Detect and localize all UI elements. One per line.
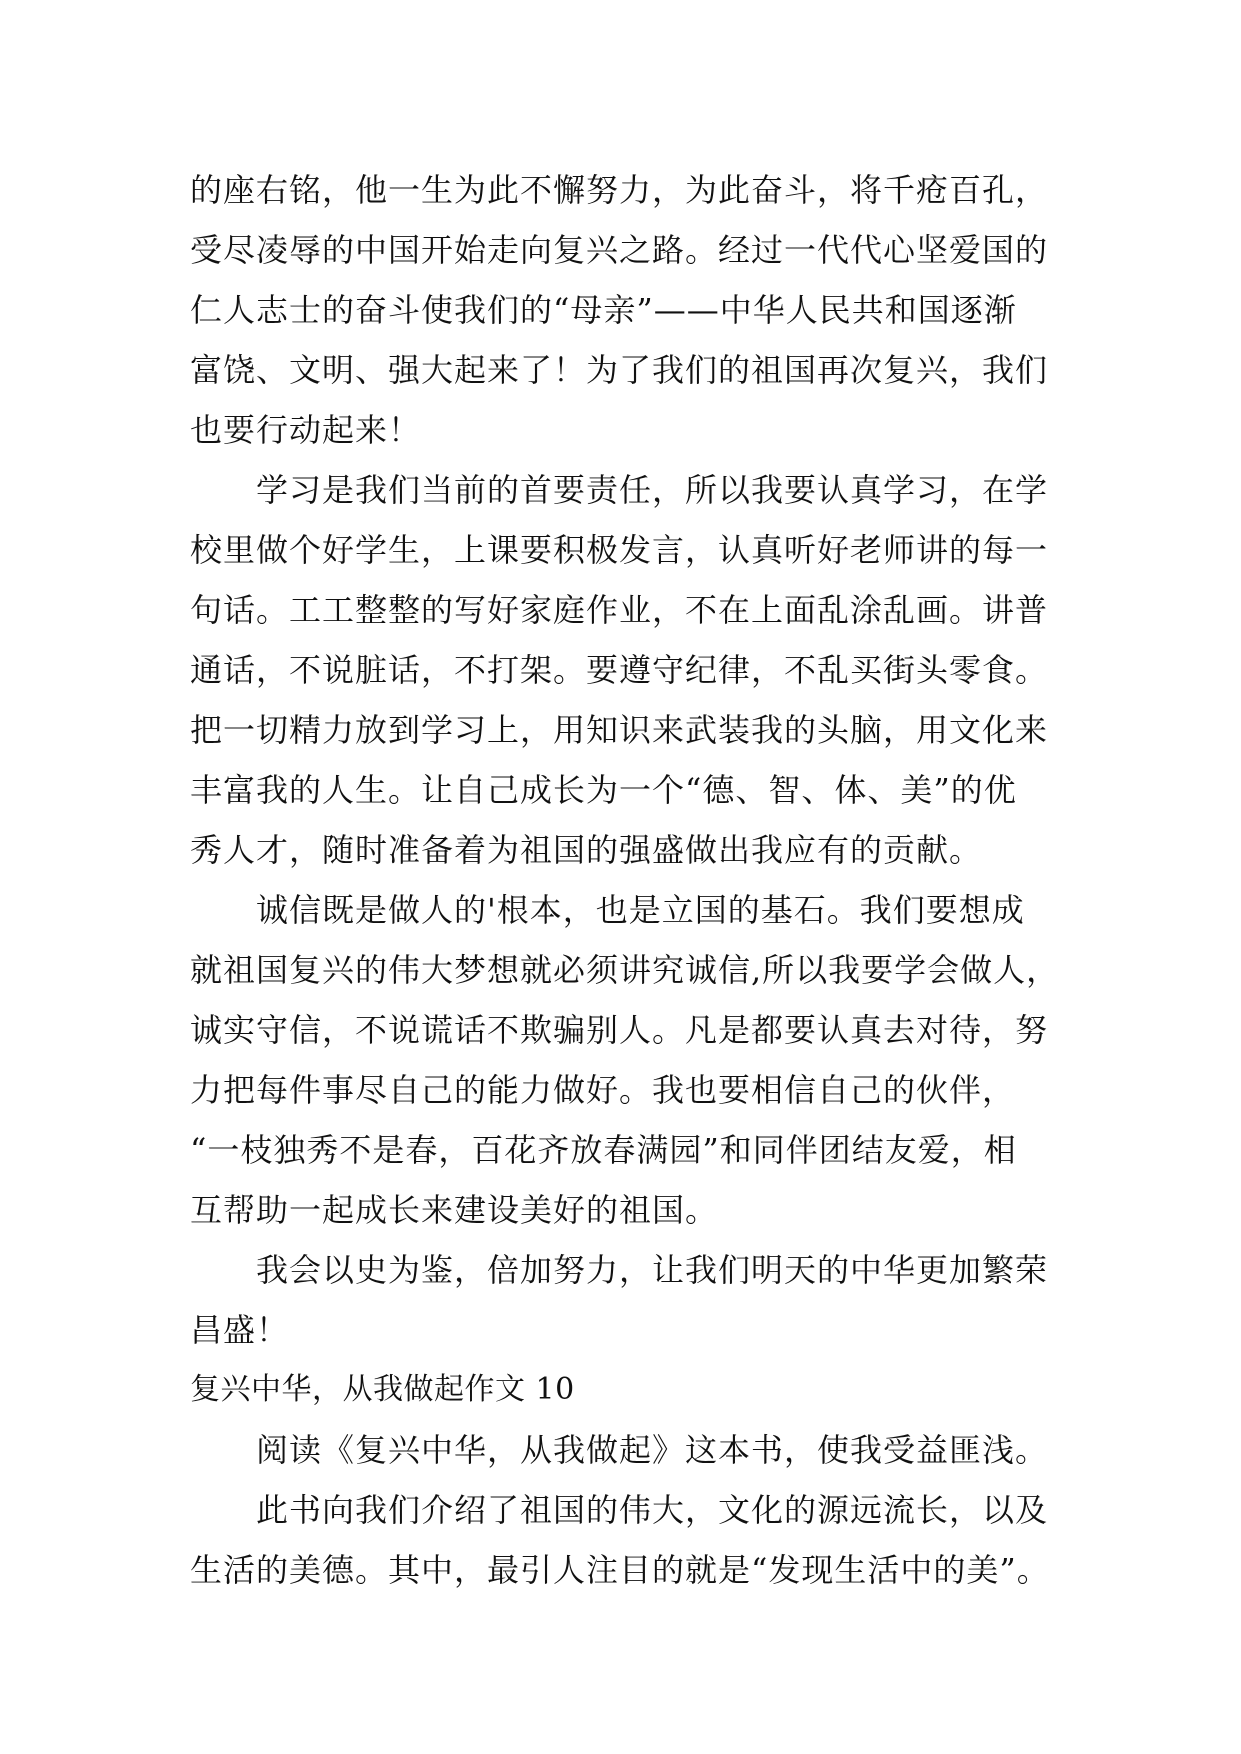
document-body [190, 160, 1070, 1600]
text-line: 仁人志士的奋斗使我们的“母亲”——中华人民共和国逐渐 [190, 291, 1017, 329]
text-line: 把一切精力放到学习上，用知识来武装我的头脑，用文化来 [190, 711, 1049, 749]
text-line: “一枝独秀不是春，百花齐放春满园”和同伴团结友爱，相 [190, 1131, 1017, 1169]
text-line: 学习是我们当前的首要责任，所以我要认真学习，在学 [256, 471, 1049, 509]
text-line: 校里做个好学生，上课要积极发言，认真听好老师讲的每一 [190, 531, 1049, 569]
text-line: 富饶、文明、强大起来了！为了我们的祖国再次复兴，我们 [190, 351, 1049, 389]
text-line: 阅读《复兴中华，从我做起》这本书，使我受益匪浅。 [256, 1431, 1049, 1469]
text-line: 也要行动起来！ [190, 411, 422, 449]
text-line: 昌盛！ [190, 1311, 290, 1349]
text-line: 句话。工工整整的写好家庭作业，不在上面乱涂乱画。讲普 [190, 591, 1049, 629]
text-line: 通话，不说脏话，不打架。要遵守纪律，不乱买街头零食。 [190, 651, 1049, 689]
text-line: 互帮助一起成长来建设美好的祖国。 [190, 1191, 719, 1229]
text-line: 力把每件事尽自己的能力做好。我也要相信自己的伙伴， [190, 1071, 1016, 1109]
text-line: 诚实守信，不说谎话不欺骗别人。凡是都要认真去对待，努 [190, 1011, 1049, 1049]
essay-section-1 [190, 160, 1070, 1360]
text-line: 的座右铭，他一生为此不懈努力，为此奋斗，将千疮百孔， [190, 171, 1049, 209]
text-line: 秀人才，随时准备着为祖国的强盛做出我应有的贡献。 [190, 831, 983, 869]
text-line: 就祖国复兴的伟大梦想就必须讲究诚信,所以我要学会做人， [190, 951, 1060, 989]
text-line: 丰富我的人生。让自己成长为一个“德、智、体、美”的优 [190, 771, 1017, 809]
text-line: 生活的美德。其中，最引人注目的就是“发现生活中的美”。 [190, 1551, 1050, 1589]
text-line: 此书向我们介绍了祖国的伟大，文化的源远流长，以及 [256, 1491, 1049, 1529]
text-line: 诚信既是做人的'根本，也是立国的基石。我们要想成 [256, 891, 1025, 929]
text-line: 我会以史为鉴，倍加努力，让我们明天的中华更加繁荣 [256, 1251, 1049, 1289]
text-line: 受尽凌辱的中国开始走向复兴之路。经过一代代心坚爱国的 [190, 231, 1049, 269]
essay-section-2 [190, 1420, 1070, 1600]
essay-heading: 复兴中华，从我做起作文 10 [190, 1372, 575, 1407]
